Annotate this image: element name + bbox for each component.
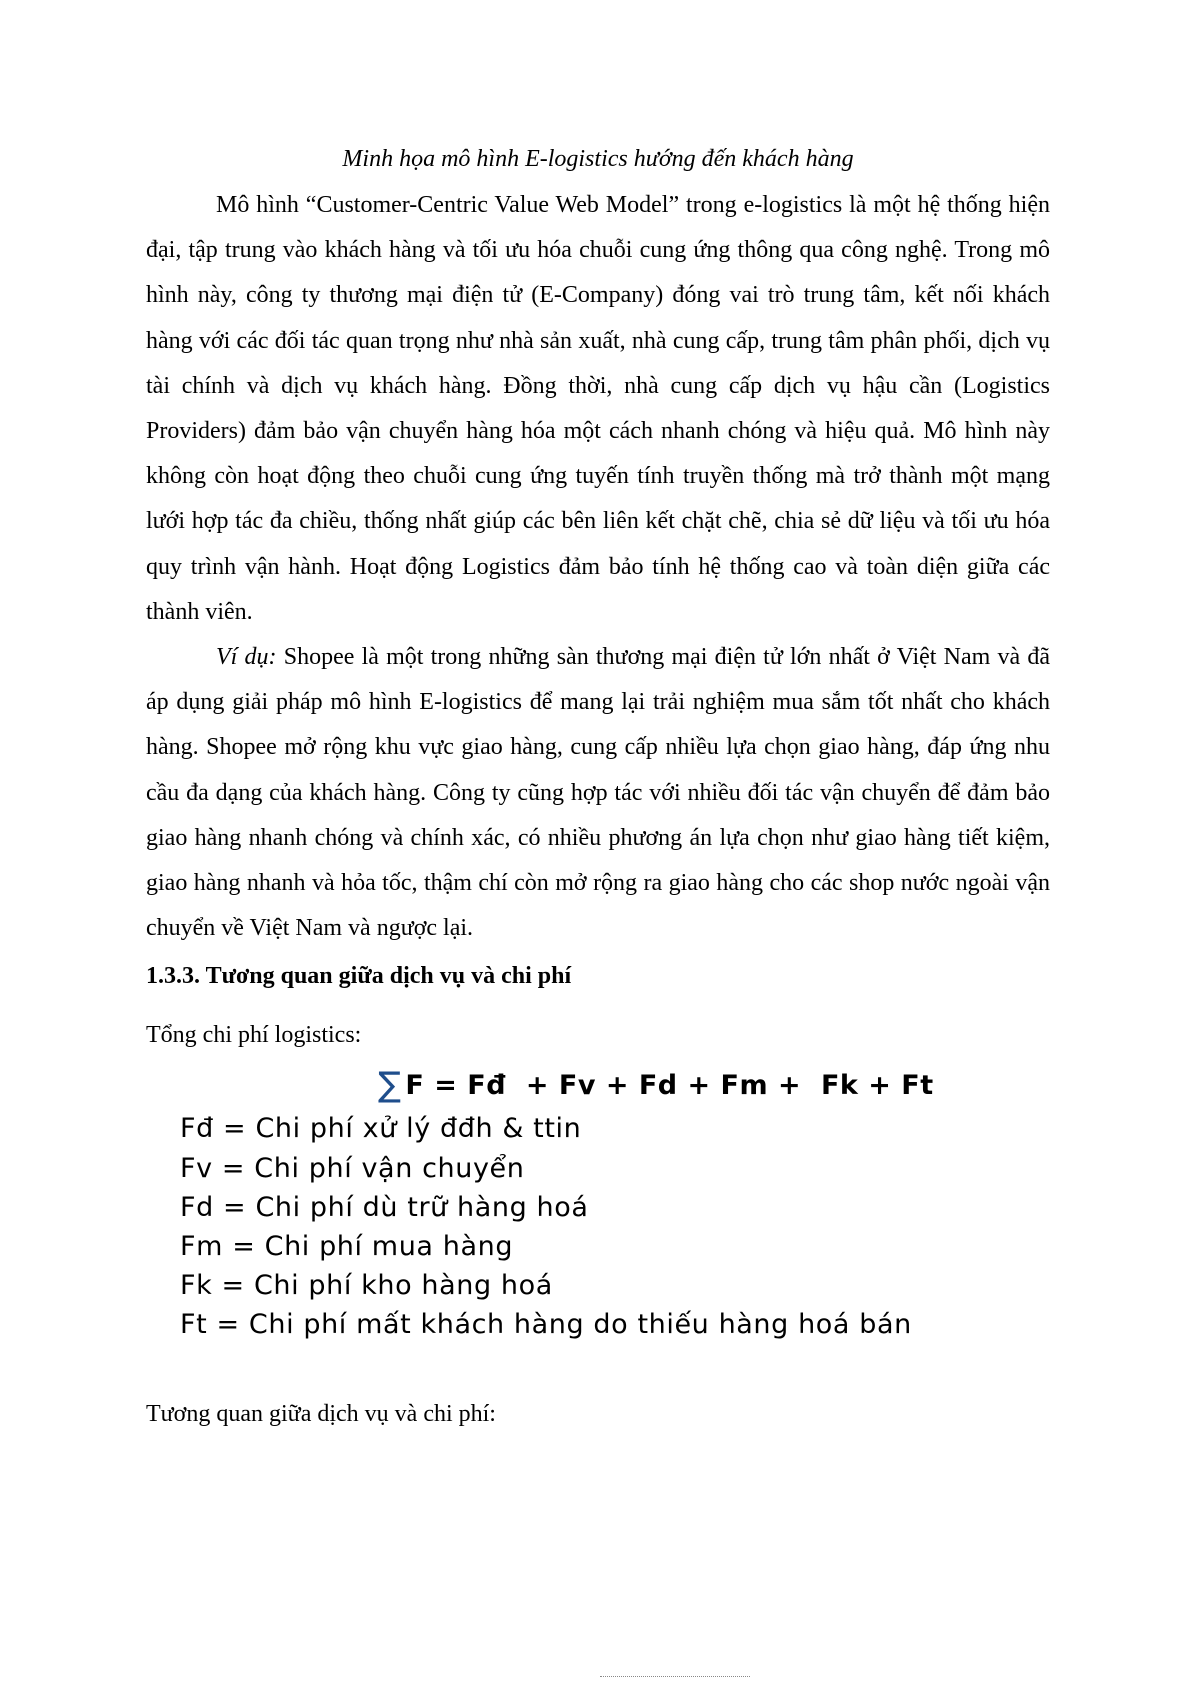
paragraph-text: Mô hình “Customer-Centric Value Web Model” trong e-logistics là một hệ thống hiện đại, tập trung vào khách hàng và tối ưu hóa chuỗi cung ứng thông qua công nghệ. Trong mô hình này, công ty thương mại điện tử (E-Company) đóng vai trò trung tâm, kết nối khách hàng với các đối tác quan trọng như nhà sản xuất, nhà cung cấp, trung tâm phân phối, dịch vụ tài chính và dịch vụ khách hàng. Đồng thời, nhà cung cấp dịch vụ hậu cần (Logistics Providers) đảm bảo vận chuyển hàng hóa một cách nhanh chóng và hiệu quả. Mô hình này không còn hoạt động theo chuỗi cung ứng tuyến tính truyền thống mà trở thành một mạng lưới hợp tác đa chiều, thống nhất giúp các bên liên kết chặt chẽ, chia sẻ dữ liệu và tối ưu hóa quy trình vận hành. Hoạt động Logistics đảm bảo tính hệ thống cao và toàn diện giữa các thành viên. <box>146 192 1050 625</box>
definition-ft: Ft = Chi phí mất khách hàng do thiếu hàng hoá bán <box>180 1309 912 1340</box>
example-prefix: Ví dụ: <box>216 644 277 670</box>
section-heading: 1.3.3. Tương quan giữa dịch vụ và chi phí <box>146 963 572 989</box>
equation-text: F = Fđ + Fv + Fd + Fm + Fk + Ft <box>405 1070 934 1101</box>
definition-fm: Fm = Chi phí mua hàng <box>180 1231 514 1262</box>
definition-fv: Fv = Chi phí vận chuyển <box>180 1153 525 1184</box>
total-cost-equation <box>378 1065 934 1105</box>
figure-caption: Minh họa mô hình E-logistics hướng đến khách hàng <box>342 146 854 172</box>
paragraph-text: Shopee là một trong những sàn thương mại điện tử lớn nhất ở Việt Nam và đã áp dụng giải pháp mô hình E-logistics để mang lại trải nghiệm mua sắm tốt nhất cho khách hàng. Shopee mở rộng khu vực giao hàng, cung cấp nhiều lựa chọn giao hàng, đáp ứng nhu cầu đa dạng của khách hàng. Công ty cũng hợp tác với nhiều đối tác vận chuyển để đảm bảo giao hàng nhanh chóng và chính xác, có nhiều phương án lựa chọn như giao hàng tiết kiệm, giao hàng nhanh và hỏa tốc, thậm chí còn mở rộng ra giao hàng cho các shop nước ngoài vận chuyển về Việt Nam và ngược lại. <box>146 644 1051 942</box>
sigma-symbol: ∑ <box>378 1065 402 1105</box>
definition-fk: Fk = Chi phí kho hàng hoá <box>180 1270 553 1301</box>
paragraph-customer-centric-model <box>146 183 1050 635</box>
cost-formula-figure <box>168 1065 1048 1365</box>
paragraph-shopee-example <box>146 635 1050 951</box>
correlation-label: Tương quan giữa dịch vụ và chi phí: <box>146 1401 496 1427</box>
definition-fd: Fd = Chi phí dù trữ hàng hoá <box>180 1192 589 1223</box>
total-cost-label: Tổng chi phí logistics: <box>146 1022 362 1048</box>
page-footer-divider <box>600 1676 750 1677</box>
definition-fdh: Fđ = Chi phí xử lý đđh & ttin <box>180 1113 582 1144</box>
